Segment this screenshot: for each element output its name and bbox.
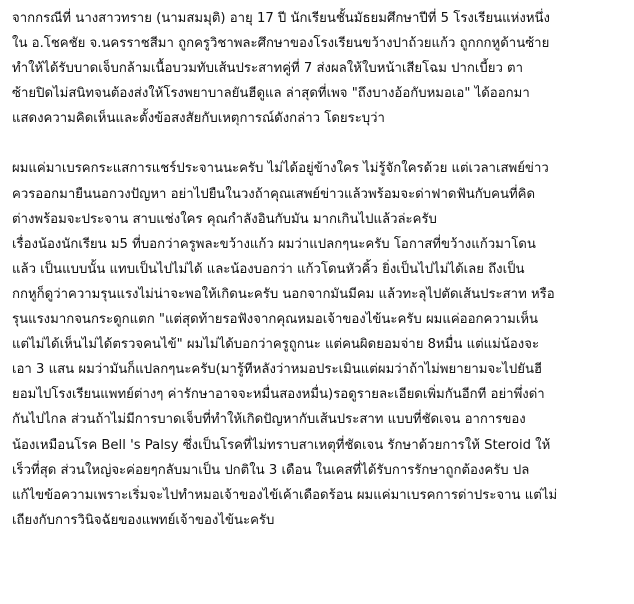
paragraph-spacer (12, 131, 622, 156)
paragraph-line: เถียงกับการวินิจฉัยของแพทย์เจ้าของไข้นะครับ (12, 512, 275, 528)
paragraph-line: รุนแรงมากจนกระดูกแตก "แต่สุดท้ายรอฟังจากคุณหมอเจ้าของไข้นะครับ ผมแค่ออกความเห็น (12, 312, 539, 328)
paragraph-line: กันไปไกล ส่วนถ้าไม่มีการบาดเจ็บที่ทำให้เกิดปัญหากับเส้นประสาท แบบที่ชัดเจน อาการของ (12, 412, 526, 428)
paragraph-line: แสดงความคิดเห็นและตั้งข้อสงสัยกับเหตุการณ์ดังกล่าว โดยระบุว่า (12, 111, 385, 127)
paragraph-line: ทำให้ได้รับบาดเจ็บกล้ามเนื้อบวมทับเส้นประสาทคู่ที่ 7 ส่งผลให้ใบหน้าเสียโฉม ปากเบี้ยว ตา (12, 61, 524, 77)
paragraph-line: แก้ไขข้อความเพราะเริ่มจะไปทำหมอเจ้าของไข้เค้าเดือดร้อน ผมแค่มาเบรคการด่าประจาน แต่ไม่ (12, 487, 558, 503)
paragraph-line: ผมแค่มาเบรคกระแสการแชร์ประจานนะครับ ไม่ได้อยู่ข้างใคร ไม่รู้จักใครด้วย แต่เวลาเสพย์ข่าว (12, 161, 549, 177)
paragraph-line: แต่ไม่ได้เห็นไม่ได้ตรวจคนไข้" ผมไม่ได้บอกว่าครูถูกนะ แต่คนผิดยอมจ่าย 8หมื่น แต่แม่น้องจะ (12, 337, 540, 353)
paragraph-line: ซ้ายปิดไม่สนิทจนต้องส่งให้โรงพยาบาลยันฮีดูแล ล่าสุดที่เพจ "ถึงบางอ้อกับหมอเอ" ได้ออกมา (12, 86, 530, 102)
paragraph-1 (12, 6, 622, 131)
paragraph-line: ต่างพร้อมจะประจาน สาบแช่งใคร คุณกำลังอินกับมัน มากเกินไปแล้วล่ะครับ (12, 211, 437, 227)
paragraph-line: ใน อ.โชคชัย จ.นครราชสีมา ถูกครูวิชาพละศึกษาของโรงเรียนขว้างปาถ้วยแก้ว ถูกกกหูด้านซ้าย (12, 36, 550, 52)
paragraph-line: จากกรณีที่ นางสาวทราย (นามสมมุติ) อายุ 17 ปี นักเรียนชั้นมัธยมศึกษาปีที่ 5 โรงเรียนแห่งหนึ่ง (12, 11, 550, 26)
paragraph-line: ยอมไปโรงเรียนแพทย์ต่างๆ ค่ารักษาอาจจะหมื่นสองหมื่น)รอดูรายละเอียดเพิ่มกันอีกที อย่าพึ่งด่า (12, 387, 545, 403)
paragraph-line: ควรออกมายืนนอกวงปัญหา อย่าไปยืนในวงถ้าคุณเสพย์ข่าวแล้วพร้อมจะด่าฟาดฟันกับคนที่คิด (12, 186, 536, 202)
paragraph-line: เรื่องน้องนักเรียน ม5 ที่บอกว่าครูพละขว้างแก้ว ผมว่าแปลกๆนะครับ โอกาสที่ขว้างแก้วมาโดน (12, 236, 536, 252)
paragraph-2 (12, 156, 622, 532)
paragraph-line: กกหูก็ดูว่าความรุนแรงไม่น่าจะพอให้เกิดนะครับ นอกจากมันมีคม แล้วทะลุไปตัดเส้นประสาท หรือ (12, 286, 555, 302)
paragraph-line: เอา 3 แสน ผมว่ามันก็แปลกๆนะครับ(มารู้ทีหลังว่าหมอประเมินแต่ผมว่าถ้าไม่พยายามจะไปยันฮี (12, 362, 543, 378)
paragraph-line: แล้ว เป็นแบบนั้น แทบเป็นไปไม่ได้ และน้องบอกว่า แก้วโดนหัวคิ้ว ยิ่งเป็นไปไม่ได้เลย ถึงเป็น (12, 261, 525, 277)
paragraph-line: น้องเหมือนโรค Bell 's Palsy ซึ่งเป็นโรคที่ไม่ทราบสาเหตุที่ชัดเจน รักษาด้วยการให้ Steroid ให้ (12, 437, 551, 453)
paragraph-line: เร็วที่สุด ส่วนใหญ่จะค่อยๆกลับมาเป็น ปกติใน 3 เดือน ในเคสที่ได้รับการรักษาถูกต้องครับ ปล (12, 462, 530, 478)
